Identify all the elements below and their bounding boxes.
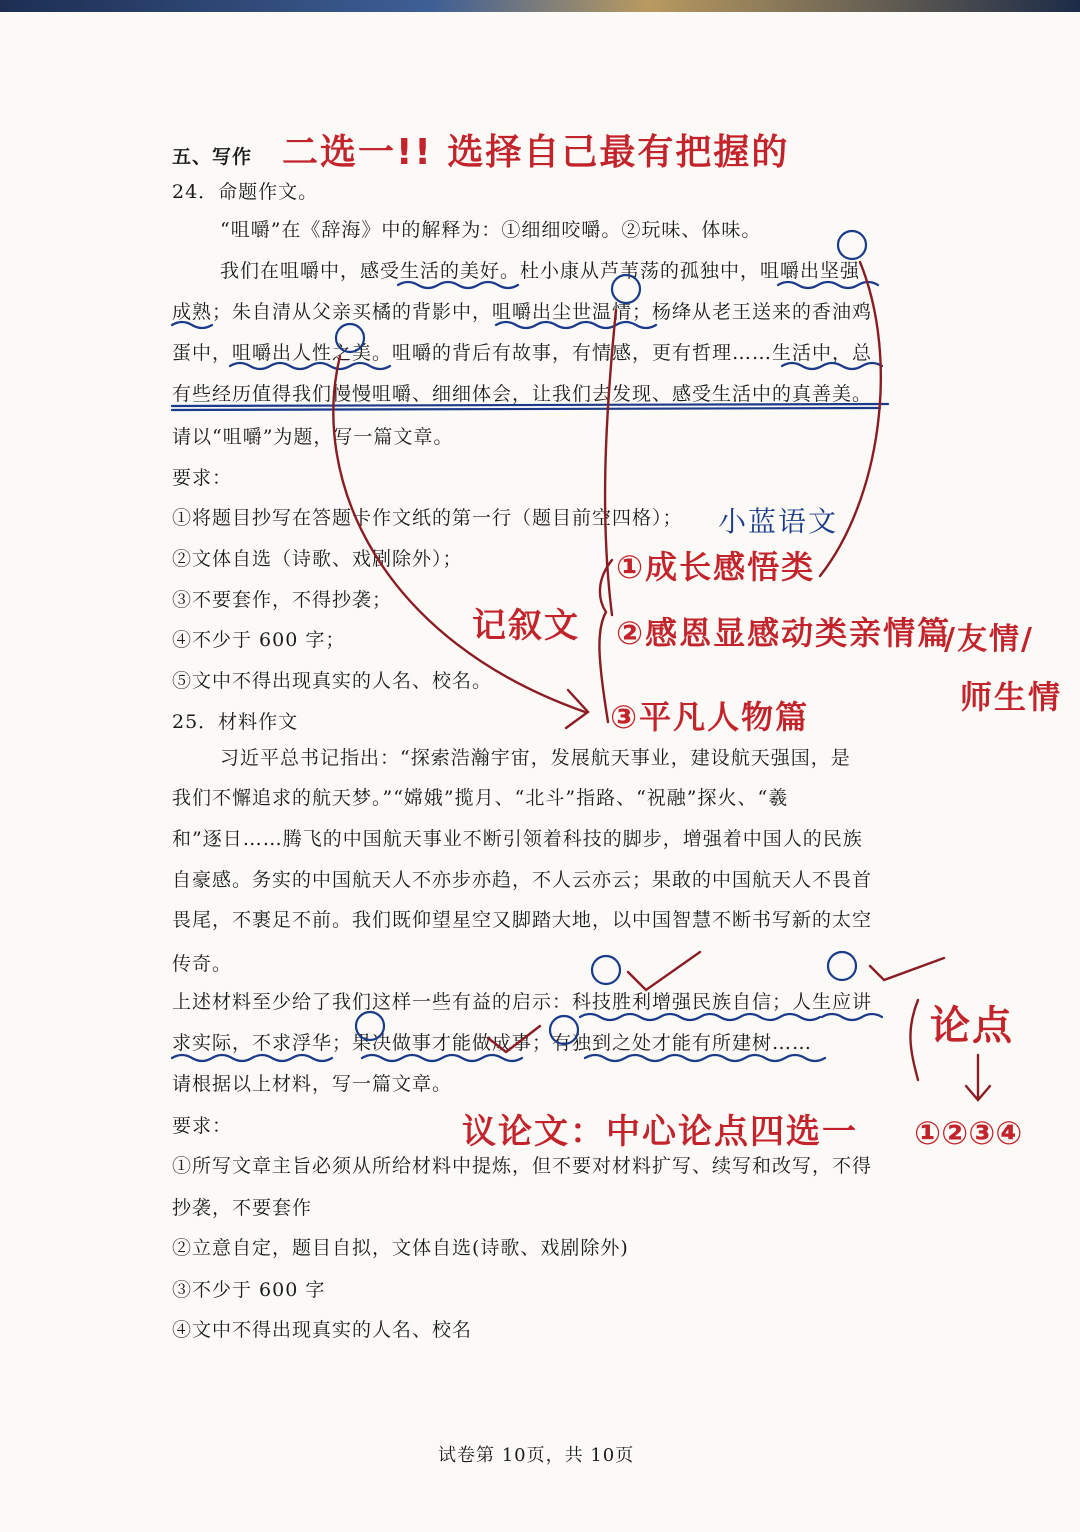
handwritten-category: /友情/ [944,622,1034,657]
handwritten-category: ②感恩显感动类亲情篇 [616,614,952,652]
q25-requirement: ①所写文章主旨必须从所给材料中提炼，但不要对材料扩写、续写和改写，不得 [172,1155,873,1177]
q24-requirement: ⑤文中不得出现真实的人名、校名。 [172,670,493,692]
handwritten-narrative-label: 记叙文 [472,606,580,646]
handwritten-category: ③平凡人物篇 [610,698,810,736]
q25-requirement: ②立意自定，题目自拟，文体自选(诗歌、戏剧除外) [172,1237,629,1259]
q24-prompt: 请以“咀嚼”为题，写一篇文章。 [172,426,454,448]
q24-heading: 24．命题作文。 [172,181,319,203]
handwritten-choice-circles: ①②③④ [914,1114,1023,1152]
section-title: 五、写作 [172,146,253,168]
q25-paragraph-line: 自豪感。务实的中国航天人不亦步亦趋，不人云亦云；果敢的中国航天人不畏首 [172,869,873,891]
q24-requirement: ②文体自选（诗歌、戏剧除外）； [172,548,463,570]
photo-top-edge [0,0,1080,12]
q25-paragraph-line: 习近平总书记指出：“探索浩瀚宇宙，发展航天事业，建设航天强国，是 [220,747,851,769]
q24-requirement: ③不要套作，不得抄袭； [172,589,393,611]
q24-requirement: ④不少于 600 字； [172,629,346,651]
handwritten-blue-note: 小蓝语文 [718,505,839,538]
q25-paragraph-line: 我们不懈追求的航天梦。”“嫦娥”揽月、“北斗”指路、“祝融”探火、“羲 [172,787,789,809]
q24-paragraph-line: 我们在咀嚼中，感受生活的美好。杜小康从芦苇荡的孤独中，咀嚼出坚强 [220,260,861,282]
q24-paragraph-line: 蛋中，咀嚼出人性之美。咀嚼的背后有故事，有情感，更有哲理……生活中，总 [172,342,873,364]
q25-requirement: ④文中不得出现真实的人名、校名 [172,1319,473,1341]
handwritten-argument-essay: 议论文：中心论点四选一 [462,1112,858,1152]
q25-paragraph-line: 传奇。 [172,953,233,975]
q24-paragraph-line: 有些经历值得我们慢慢咀嚼、细细体会，让我们去发现、感受生活中的真善美。 [172,383,873,405]
q24-requirements-title: 要求： [172,467,233,489]
q25-hint-line: 求实际，不求浮华；果决做事才能做成事；有独到之处才能有所建树…… [172,1032,813,1054]
handwritten-top-note: 二选一!! 选择自己最有把握的 [282,132,790,173]
q25-requirement: ③不少于 600 字 [172,1279,326,1301]
q25-prompt: 请根据以上材料，写一篇文章。 [172,1073,453,1095]
page-footer: 试卷第 10页，共 10页 [438,1445,635,1466]
handwritten-category: ①成长感悟类 [616,548,816,586]
q25-paragraph-line: 畏尾，不裹足不前。我们既仰望星空又脚踏大地，以中国智慧不断书写新的太空 [172,909,873,931]
q25-requirement: 抄袭，不要套作 [172,1197,313,1219]
handwritten-category: 师生情 [960,678,1063,716]
q25-paragraph-line: 和”逐日……腾飞的中国航天事业不断引领着科技的脚步，增强着中国人的民族 [172,828,863,850]
q25-heading: 25．材料作文 [172,711,299,733]
q24-definition: “咀嚼”在《辞海》中的解释为：①细细咬嚼。②玩味、体味。 [220,219,762,241]
handwritten-argument-points: 论点 [930,1003,1014,1049]
q24-paragraph-line: 成熟；朱自清从父亲买橘的背影中，咀嚼出尘世温情；杨绛从老王送来的香油鸡 [172,301,873,323]
q25-hint-line: 上述材料至少给了我们这样一些有益的启示：科技胜利增强民族自信；人生应讲 [172,991,873,1013]
q24-requirement: ①将题目抄写在答题卡作文纸的第一行（题目前空四格）； [172,507,683,529]
q25-requirements-title: 要求： [172,1115,233,1137]
